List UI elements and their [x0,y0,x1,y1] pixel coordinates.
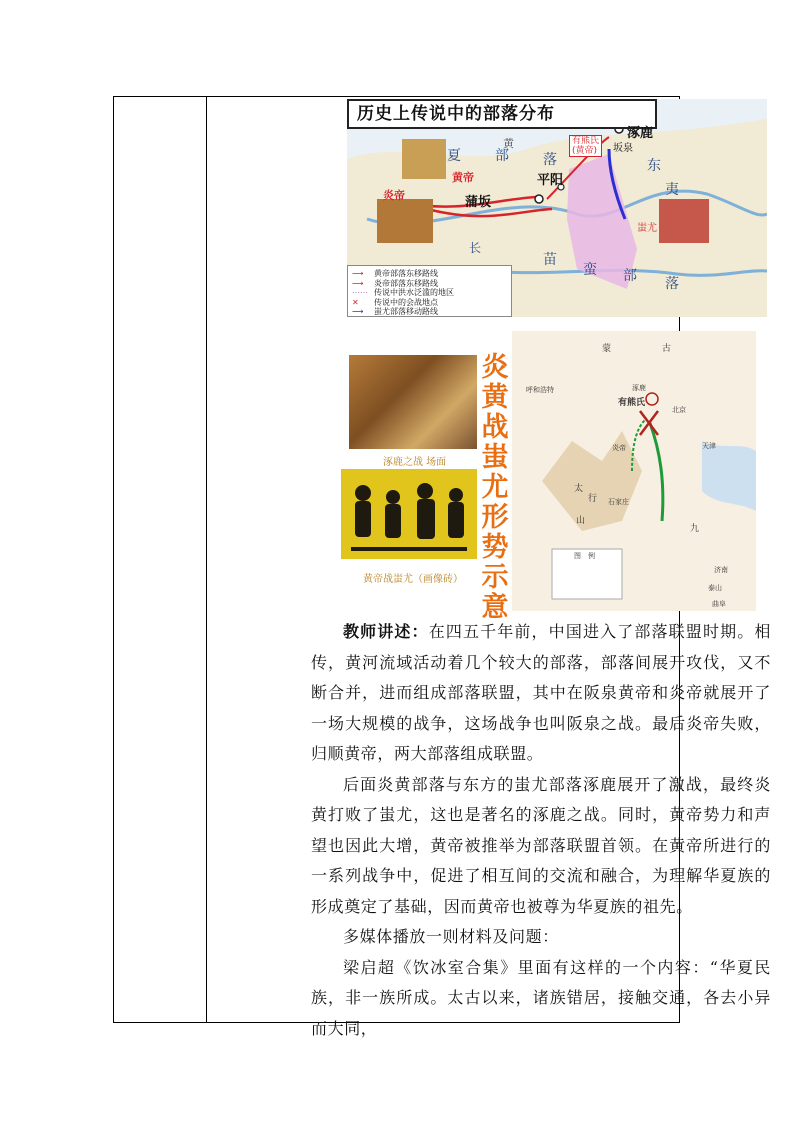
puban-marker [535,195,543,203]
vtitle-char: 意 [481,592,509,623]
chiyou-portrait [659,199,709,243]
taihang-mountains [542,431,642,531]
yandi-portrait [377,199,433,243]
vertical-figure-title [480,353,510,623]
label-luo: 落 [543,152,557,168]
label-beijing: 北京 [672,406,686,414]
vtitle-char: 炎 [481,352,509,383]
label-taishan: 泰山 [708,584,722,592]
label-miao: 苗 [543,252,557,268]
label-jinan: 济南 [714,566,728,574]
legend-row [352,307,507,317]
bohai-sea [702,441,756,511]
label-chiyou: 蚩尤 [637,223,657,234]
huangdi-route-green [650,423,663,521]
table-right-column [207,97,771,1038]
label-zhuolu2: 涿鹿 [632,384,646,392]
label-yandi2: 炎帝 [612,444,626,452]
cross-icon: ✕ [352,297,359,307]
red-arrow-icon: ⟶ [352,269,364,279]
teacher-narration [311,617,771,1044]
narration-text: 在四五千年前，中国进入了部落联盟时期。相传，黄河流域活动着几个较大的部落，部落间展开攻伐，又不断合并，进而组成部落联盟，其中在阪泉黄帝和炎帝就展开了一场大规模的战争，这场战争也叫阪泉之战。最后炎帝失败，归顺黄帝，两大部落组成联盟。 [311,622,771,763]
legend-text: 炎帝部落东移路线 [374,278,438,288]
label-huhehaote: 呼和浩特 [526,386,554,394]
label-shan: 山 [576,516,586,526]
label-puban: 蒲坂 [465,195,492,210]
label-bu2: 部 [623,268,637,284]
vtitle-char: 形 [481,502,509,533]
label-chang: 长 [469,241,482,255]
label-luo2: 落 [665,276,679,292]
label-zhuolu: 涿鹿 [627,126,654,141]
label-gu: 古 [662,344,672,354]
table-left-column [114,97,207,1022]
lesson-table [113,96,771,1038]
vtitle-char: 势 [481,532,509,563]
label-huang: 黄 [503,137,514,150]
relief-brick-image [341,469,477,559]
legend-text: 蚩尤部落移动路线 [374,307,438,317]
label-tuli: 图 例 [574,552,595,560]
zhuolu-circle [646,393,658,405]
label-yi: 夷 [665,182,679,198]
label-tai: 太 [574,484,584,494]
dotted-area-icon: ⋯⋯ [352,288,368,298]
vtitle-char: 黄 [481,382,509,413]
huangdi-paren-text: (黄帝) [572,146,598,156]
battle-caption: 涿鹿之战 场面 [383,457,447,468]
label-shijiazhuang: 石家庄 [608,498,629,506]
label-yandi: 炎帝 [383,189,405,202]
vtitle-char: 战 [481,412,509,443]
label-xia: 夏 [447,148,461,164]
legend-text: 传说中洪水泛滥的地区 [374,288,454,298]
huangdi-portrait [402,139,446,179]
relief-figures [341,469,477,559]
label-qufu: 曲阜 [712,600,726,608]
legend-text: 黄帝部落东移路线 [374,269,438,279]
label-tianjin: 天津 [702,442,716,450]
label-jiu: 九 [690,524,700,534]
label-meng: 蒙 [602,344,612,354]
tribal-distribution-map [347,99,767,317]
battle-cross-icon [640,411,658,435]
youxiong-text: 有熊氏 [572,136,600,146]
vtitle-char: 蚩 [481,442,509,473]
vtitle-char: 尤 [481,472,509,503]
label-pingyang: 平阳 [537,173,564,188]
vtitle-char: 示 [481,562,509,593]
map-title: 历史上传说中的部落分布 [347,99,657,129]
blue-arrow-icon: ⟶ [352,307,364,317]
map-legend [347,265,512,317]
paragraph-3: 多媒体播放一则材料及问题： [343,927,559,946]
red-arrow-icon: ⟶ [352,278,364,288]
legend-text: 传说中的会战地点 [374,297,438,307]
label-banquan: 坂泉 [613,143,633,154]
narration-label: 教师讲述： [343,622,429,641]
label-bu: 部 [495,148,509,164]
label-huangdi: 黄帝 [452,171,474,184]
label-youxiong [569,135,602,157]
label-man: 蛮 [583,262,597,278]
paragraph-4: 梁启超《饮冰室合集》里面有这样的一个内容：“华夏民族，非一族所成。太古以来，诸族错居，接触交通，各去小异而大同， [311,957,771,1038]
battle-situation-map [512,331,756,611]
label-dong: 东 [647,158,661,174]
relief-caption: 黄帝战蚩尤（画像砖） [363,574,463,585]
battle-scene-image [349,355,477,449]
label-hang: 行 [588,494,598,504]
label-youxiongshi: 有熊氏 [618,398,646,408]
paragraph-2: 后面炎黄部落与东方的蚩尤部落涿鹿展开了激战，最终炎黄打败了蚩尤，这也是著名的涿鹿之战。同时，黄帝势力和声望也因此大增，黄帝被推举为部落联盟首领。在黄帝所进行的一系列战争中，促进了相互间的交流和融合，为理解华夏族的形成奠定了基础，因而黄帝也被尊为华夏族的祖先。 [311,774,771,916]
